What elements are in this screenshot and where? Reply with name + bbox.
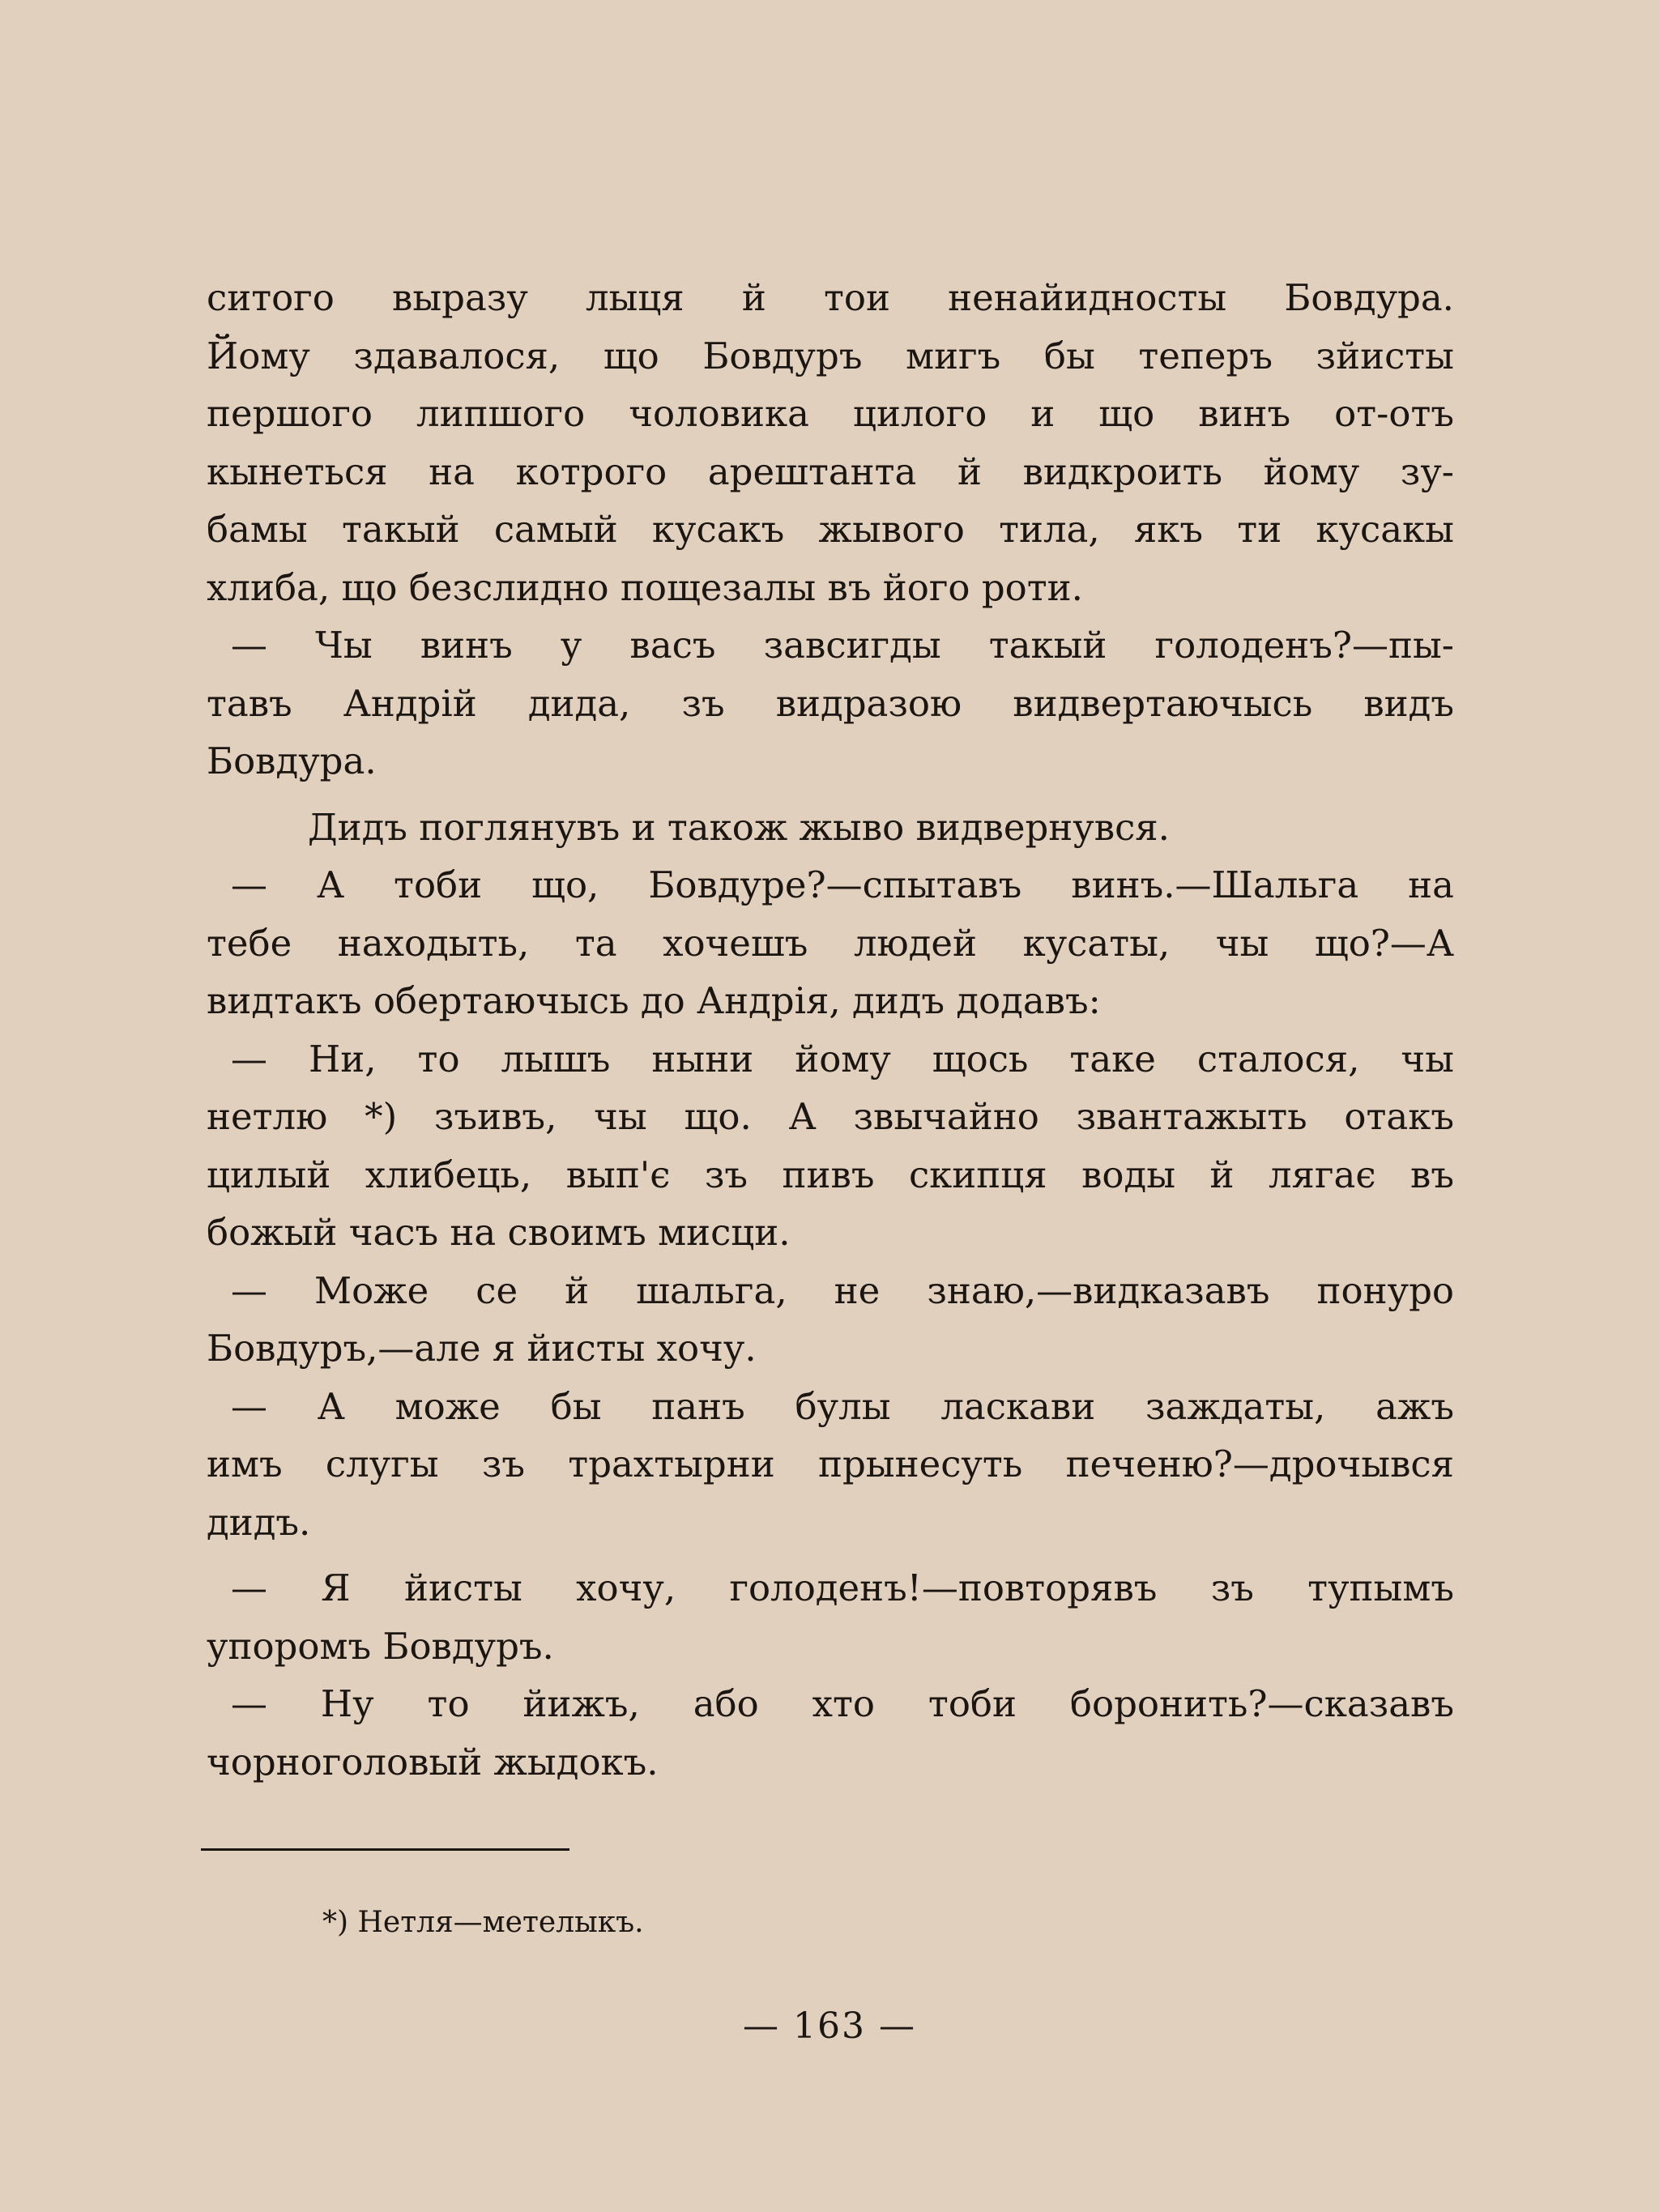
dialogue-line: — Може се й шальга, не знаю,—видказавъ понуро [231, 1268, 1454, 1312]
text-line: упоромъ Бовдуръ. [207, 1624, 554, 1668]
text-line: бамы такый самый кусакъ жывого тила, якъ ти кусакы [207, 508, 1454, 551]
text-line: кынеться на котрого арештанта й видкроить йому зу- [207, 450, 1454, 493]
text-line: Бовдуръ,—але я йисты хочу. [207, 1327, 757, 1370]
text-line: видтакъ обертаючысь до Андрія, дидъ додавъ: [207, 979, 1101, 1022]
text-line: тебе находыть, та хочешъ людей кусаты, чы що?—А [207, 921, 1454, 965]
paragraph-line: Дидъ поглянувъ и також жыво видвернувся. [308, 805, 1170, 849]
footnote-divider [201, 1848, 569, 1851]
dialogue-line: — Чы винъ у васъ завсигды такый голоденъ?—пы- [231, 624, 1454, 667]
dialogue-line: — Я йисты хочу, голоденъ!—повторявъ зъ тупымъ [231, 1566, 1454, 1609]
text-line: хлиба, що безслидно пощезалы въ його роти. [207, 565, 1083, 609]
text-line: божый часъ на своимъ мисци. [207, 1211, 791, 1254]
text-line: имъ слугы зъ трахтырни прынесуть печеню?—дрочывся [207, 1443, 1454, 1485]
text-line: цилый хлибець, вып'є зъ пивъ скипця воды й лягає въ [207, 1153, 1454, 1196]
page-number: — 163 — [743, 2005, 916, 2047]
dialogue-line: — Ни, то лышъ ныни йому щось таке сталося, чы [231, 1037, 1454, 1080]
text-line: нетлю *) зъивъ, чы що. А звычайно звантажыть отакъ [207, 1095, 1454, 1138]
text-line: тавъ Андрій дида, зъ видразою видвертаючысь видъ [207, 681, 1454, 725]
text-line: ситого выразу лыця й тои ненайидносты Бовдура. [207, 276, 1454, 319]
dialogue-line: — Ну то йижъ, або хто тоби боронить?—сказавъ [231, 1682, 1454, 1725]
main-text [207, 269, 1454, 1791]
footnote: *) Нетля—метелыкъ. [322, 1906, 644, 1939]
text-line: чорноголовый жыдокъ. [207, 1740, 659, 1784]
text-line: першого липшого чоловика цилого и що винъ от-отъ [207, 392, 1454, 435]
dialogue-line: — А тоби що, Бовдуре?—спытавъ винъ.—Шальга на [231, 863, 1454, 906]
text-line: дидъ. [207, 1500, 311, 1544]
text-line: Бовдура. [207, 739, 377, 782]
dialogue-line: — А може бы панъ булы ласкави заждаты, ажъ [231, 1384, 1454, 1428]
text-line: Йому здавалося, що Бовдуръ мигъ бы теперъ зйисты [207, 334, 1454, 377]
